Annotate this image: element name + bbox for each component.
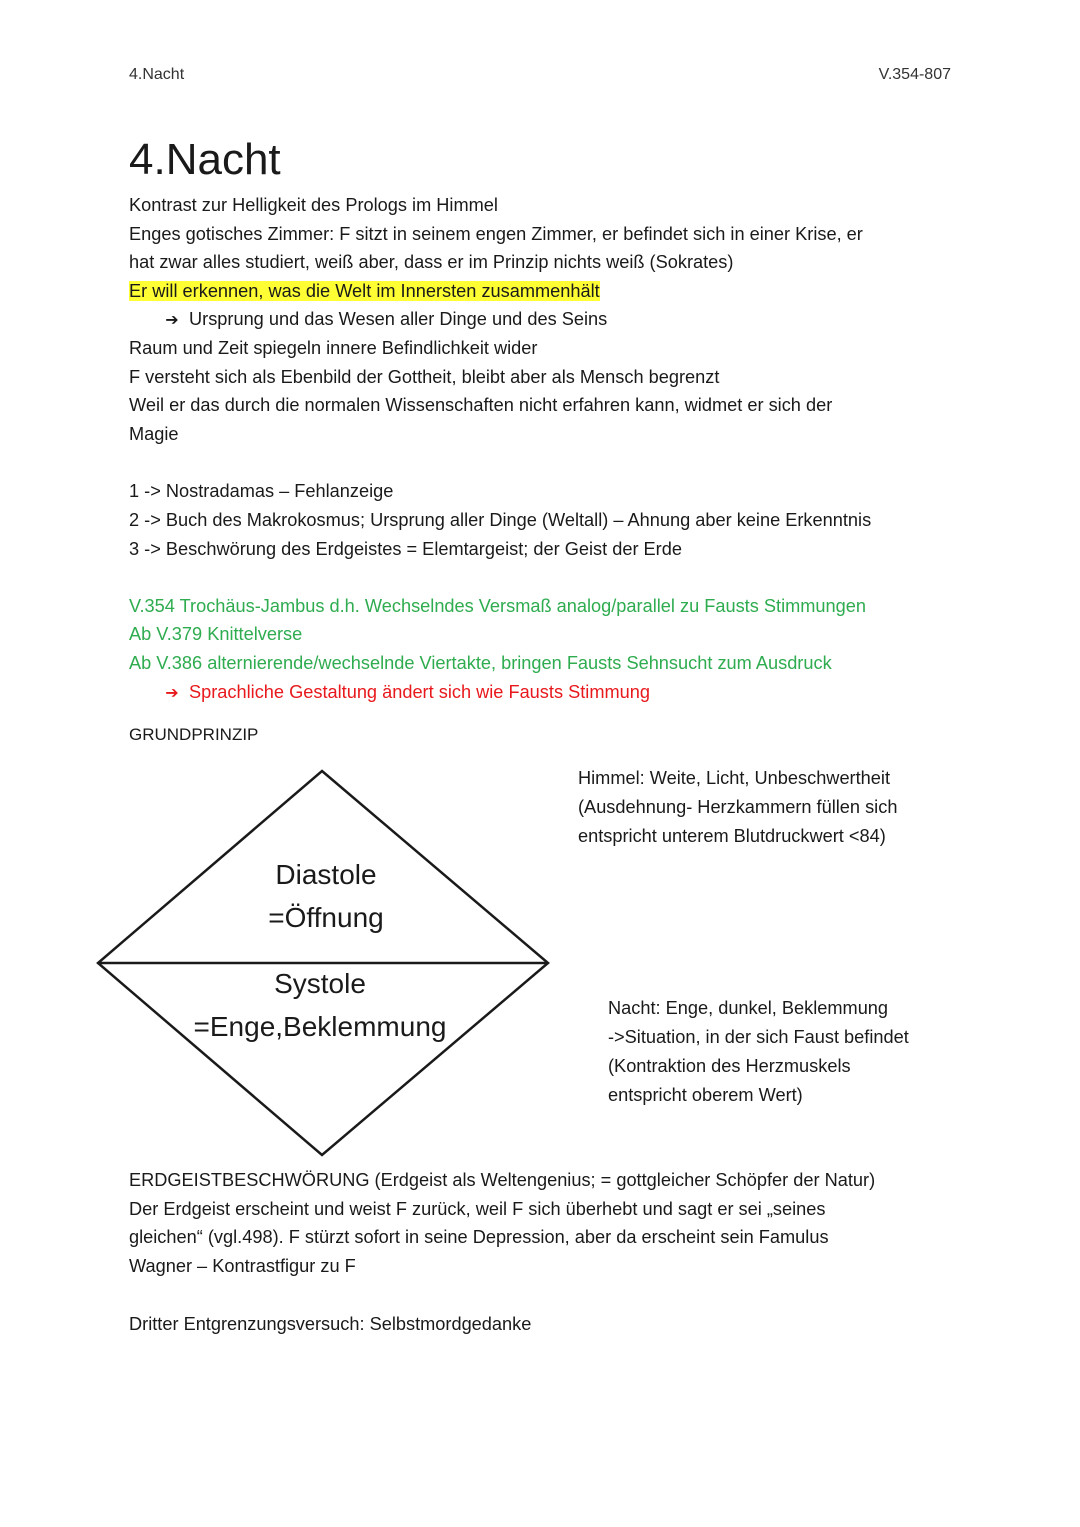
systole-meaning: =Enge,Beklemmung	[193, 1011, 447, 1042]
intro-line-3: hat zwar alles studiert, weiß aber, dass er im Prinzip nichts weiß (Sokrates)	[129, 252, 734, 272]
diastole-label: Diastole	[275, 859, 377, 890]
himmel-line-3: entspricht unterem Blutdruckwert <84)	[578, 826, 886, 846]
himmel-note	[578, 764, 897, 851]
nacht-line-3: (Kontraktion des Herzmuskels	[608, 1056, 851, 1076]
intro-line-6: Weil er das durch die normalen Wissenschaften nicht erfahren kann, widmet er sich der	[129, 395, 833, 415]
erdgeist-line-4: Wagner – Kontrastfigur zu F	[129, 1256, 356, 1276]
highlighted-text: Er will erkennen, was die Welt im Innersten zusammenhält	[129, 281, 600, 301]
intro-line-4: Raum und Zeit spiegeln innere Befindlichkeit wider	[129, 338, 538, 358]
meter-line-2: Ab V.379 Knittelverse	[129, 624, 303, 644]
nacht-line-1: Nacht: Enge, dunkel, Beklemmung	[608, 998, 889, 1018]
page-title: 4.Nacht	[129, 135, 281, 184]
nacht-line-2: ->Situation, in der sich Faust befindet	[608, 1027, 909, 1047]
arrow-right-icon: ➔	[165, 312, 179, 329]
nacht-line-4: entspricht oberem Wert)	[608, 1085, 803, 1105]
himmel-line-2: (Ausdehnung- Herzkammern füllen sich	[578, 797, 898, 817]
erdgeist-line-1: ERDGEISTBESCHWÖRUNG (Erdgeist als Weltengenius; = gottgleicher Schöpfer der Natur)	[129, 1170, 876, 1190]
principle-heading: GRUNDPRINZIP	[129, 725, 259, 744]
intro-line-5: F versteht sich als Ebenbild der Gottheit, bleibt aber als Mensch begrenzt	[129, 367, 720, 387]
header-left: 4.Nacht	[129, 66, 185, 83]
diastole-meaning: =Öffnung	[268, 902, 384, 933]
erdgeist-line-2: Der Erdgeist erscheint und weist F zurück, weil F sich überhebt und sagt er sei „seines	[129, 1199, 826, 1219]
arrow-line-text: Ursprung und das Wesen aller Dinge und des Seins	[189, 309, 608, 329]
himmel-line-1: Himmel: Weite, Licht, Unbeschwertheit	[578, 768, 890, 788]
arrow-right-icon: ➔	[165, 685, 179, 702]
header-right: V.354-807	[878, 66, 951, 83]
erdgeist-line-3: gleichen“ (vgl.498). F stürzt sofort in seine Depression, aber da erscheint sein Famulus	[129, 1227, 829, 1247]
attempt-2: 2 -> Buch des Makrokosmus; Ursprung aller Dinge (Weltall) – Ahnung aber keine Erkenntnis	[129, 510, 872, 530]
attempt-1: 1 -> Nostradamas – Fehlanzeige	[129, 481, 394, 501]
systole-label: Systole	[274, 968, 366, 999]
meter-line-3: Ab V.386 alternierende/wechselnde Viertakte, bringen Fausts Sehnsucht zum Ausdruck	[129, 653, 832, 673]
meter-conclusion-text: Sprachliche Gestaltung ändert sich wie Fausts Stimmung	[189, 682, 650, 702]
intro-line-1: Kontrast zur Helligkeit des Prologs im Himmel	[129, 195, 498, 215]
third-attempt: Dritter Entgrenzungsversuch: Selbstmordgedanke	[129, 1314, 532, 1334]
nacht-note	[608, 994, 909, 1110]
intro-line-2: Enges gotisches Zimmer: F sitzt in seinem engen Zimmer, er befindet sich in einer Krise, er	[129, 224, 863, 244]
attempt-3: 3 -> Beschwörung des Erdgeistes = Elemtargeist; der Geist der Erde	[129, 539, 682, 559]
meter-line-1: V.354 Trochäus-Jambus d.h. Wechselndes Versmaß analog/parallel zu Fausts Stimmungen	[129, 596, 866, 616]
intro-line-7: Magie	[129, 424, 179, 444]
